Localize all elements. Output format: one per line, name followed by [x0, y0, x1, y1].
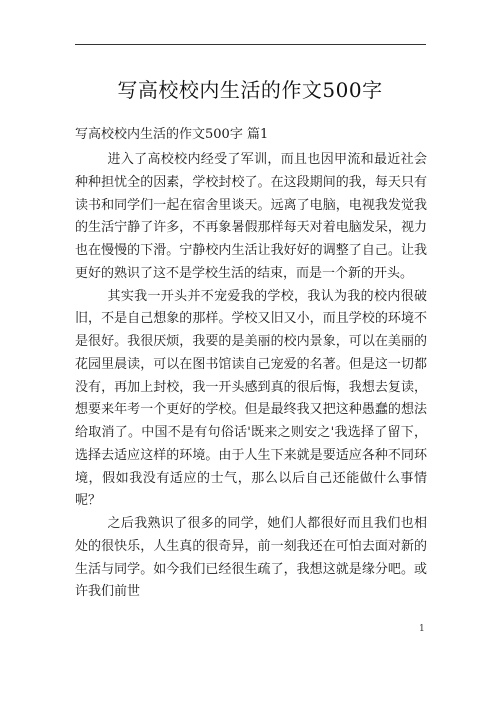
- body-text: [75, 149, 427, 604]
- paragraph: 进入了高校校内经受了军训，而且也因甲流和最近社会种种担忧全的因素，学校封校了。在这段期间的我，每天只有读书和同学们一起在宿舍里谈天。远离了电脑，电视我发觉我的生活宁静了许多，不再象暑假那样每天对着电脑发呆，视力也在慢慢的下滑。宁静校内生活让我好好的调整了自己。让我更好的熟识了这不是学校生活的结束，而是一个新的开头。: [75, 152, 427, 281]
- paragraph: 其实我一开头并不宠爱我的学校，我认为我的校内很破旧，不是自己想象的那样。学校又旧又小，而且学校的环境不是很好。我很厌烦，我要的是美丽的校内景象，可以在美丽的花园里晨读，可以在图书馆读自己宠爱的名著。但是这一切都没有，再加上封校，我一开头感到真的很后悔，我想去复读，想要来年考一个更好的学校。但是最终我又把这种愚蠢的想法给取消了。中国不是有句俗话'既来之则安之'我选择了留下，选择去适应这样的环境。由于人生下来就是要适应各种不同环境，假如我没有适应的士气，那么以后自己还能做什么事情呢？: [75, 288, 427, 509]
- document-title: 写高校校内生活的作文500字: [117, 78, 383, 102]
- paragraph: 之后我熟识了很多的同学，她们人都很好而且我们也相处的很快乐，人生真的很奇异，前一刻我还在可怕去面对新的生活与同学。如今我们已经很生疏了，我想这就是缘分吧。或许我们前世: [75, 516, 427, 600]
- page-number: 1: [419, 624, 425, 634]
- header-rule: [75, 44, 426, 45]
- section-heading: 写高校校内生活的作文500字 篇1: [75, 127, 269, 142]
